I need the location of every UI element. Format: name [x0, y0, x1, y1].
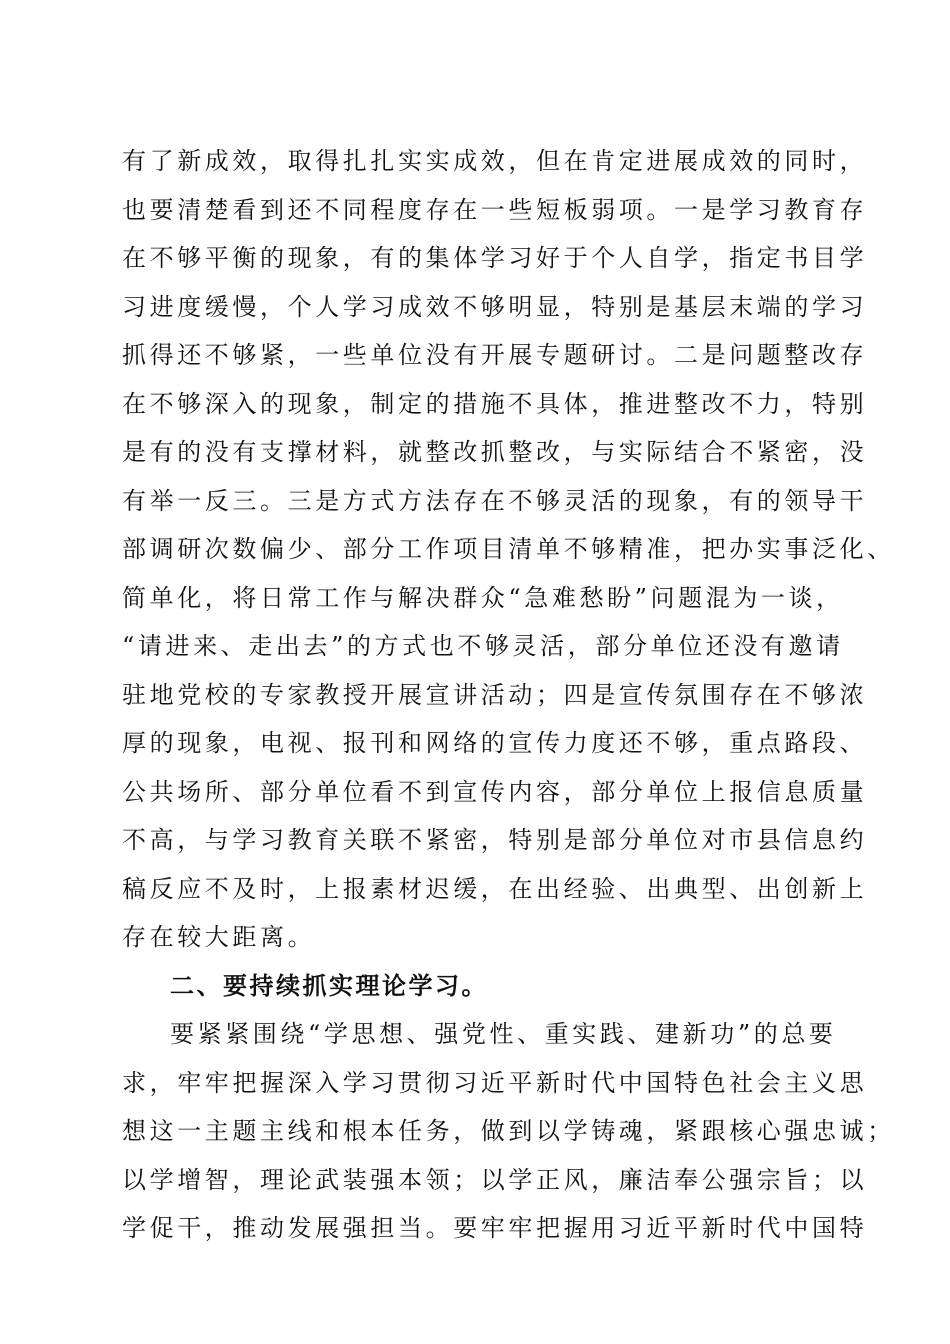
body-text-line-13: 厚的现象，电视、报刊和网络的宣传力度还不够，重点路段、 — [122, 729, 868, 757]
body-text-line-9: 部调研次数偏少、部分工作项目清单不够精准，把办实事泛化、 — [122, 535, 895, 563]
body-text-line-4: 习进度缓慢，个人学习成效不够明显，特别是基层末端的学习 — [122, 293, 868, 321]
body-text-line-16: 稿反应不及时，上报素材迟缓，在出经验、出典型、出创新上 — [122, 875, 868, 903]
body-text-line-14: 公共场所、部分单位看不到宣传内容，部分单位上报信息质量 — [122, 778, 868, 806]
body-text-line-17: 存在较大距离。 — [122, 923, 316, 951]
body-text-line-5: 抓得还不够紧，一些单位没有开展专题研讨。二是问题整改存 — [122, 341, 868, 369]
body-text-line-10: 简单化，将日常工作与解决群众“急难愁盼”问题混为一谈， — [122, 584, 844, 612]
paragraph2-line-1: 要紧紧围绕“学思想、强党性、重实践、建新功”的总要 — [170, 1020, 837, 1048]
body-text-line-2: 也要清楚看到还不同程度存在一些短板弱项。一是学习教育存 — [122, 196, 868, 224]
body-text-line-8: 有举一反三。三是方式方法存在不够灵活的现象，有的领导干 — [122, 487, 868, 515]
body-text-line-11: “请进来、走出去”的方式也不够灵活，部分单位还没有邀请 — [122, 632, 844, 660]
paragraph2-line-5: 学促干，推动发展强担当。要牢牢把握用习近平新时代中国特 — [122, 1214, 868, 1242]
body-text-line-12: 驻地党校的专家教授开展宣讲活动；四是宣传氛围存在不够浓 — [122, 681, 868, 709]
body-text-line-15: 不高，与学习教育关联不紧密，特别是部分单位对市县信息约 — [122, 826, 868, 854]
section-heading: 二、要持续抓实理论学习。 — [170, 972, 488, 1000]
paragraph2-line-3: 想这一主题主线和根本任务，做到以学铸魂，紧跟核心强忠诚； — [122, 1117, 895, 1145]
body-text-line-3: 在不够平衡的现象，有的集体学习好于个人自学，指定书目学 — [122, 244, 868, 272]
body-text-line-6: 在不够深入的现象，制定的措施不具体，推进整改不力，特别 — [122, 390, 868, 418]
paragraph2-line-2: 求，牢牢把握深入学习贯彻习近平新时代中国特色社会主义思 — [122, 1069, 868, 1097]
body-text-line-7: 是有的没有支撑材料，就整改抓整改，与实际结合不紧密，没 — [122, 438, 868, 466]
paragraph2-line-4: 以学增智，理论武装强本领；以学正风，廉洁奉公强宗旨；以 — [122, 1166, 868, 1194]
body-text-line-1: 有了新成效，取得扎扎实实成效，但在肯定进展成效的同时， — [122, 147, 868, 175]
